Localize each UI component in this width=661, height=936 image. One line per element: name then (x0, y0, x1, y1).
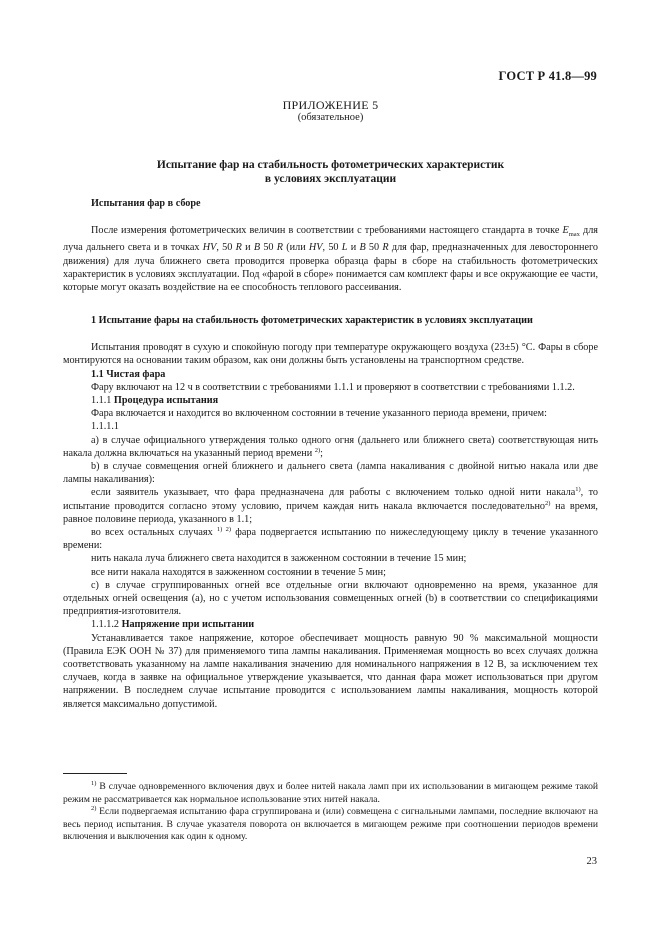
cycle-step-2: все нити накала находятся в зажженном состоянии в течение 5 мин; (91, 566, 386, 578)
subsection-1-1-heading: 1.1 Чистая фара (91, 368, 166, 380)
appendix-title: ПРИЛОЖЕНИЕ 5 (282, 98, 379, 112)
item-c: с) в случае сгруппированных огней все отдельные огни включают одновременно на время, указанное для отдельных огней освещения (а), но с учетом использования совмещенных огней (b) в соответствии со спецификациями предприятия-изготовителя. (63, 579, 598, 618)
item-b-single-filament: если заявитель указывает, что фара предназначена для работы с включением только одной нити накала$^{1)}$, то испытание проводится согласно этому условию, причем каждая нить накала включается последовательно$^{2)}$ на время, равное половине периода, указанного в 1.1; (63, 486, 598, 525)
document-code: ГОСТ Р 41.8—99 (498, 69, 597, 83)
subsection-1-1-1-heading: 1.1.1 Процедура испытания (91, 395, 219, 407)
cycle-step-1: нить накала луча ближнего света находится в зажженном состоянии в течение 15 мин; (91, 553, 467, 565)
main-title-line-1: Испытание фар на стабильность фотометрических характеристик (156, 159, 505, 171)
section-assembly-heading: Испытания фар в сборе (91, 198, 201, 209)
appendix-subtitle: (обязательное) (297, 112, 364, 123)
main-title-line-2: в условиях эксплуатации (264, 173, 397, 185)
subsection-1-1-1-text: Фара включается и находится во включенном состоянии в течение указанного периода времени, причем: (91, 408, 547, 420)
section-1-heading: 1 Испытание фары на стабильность фотометрических характеристик в условиях эксплуатации (91, 315, 533, 326)
section-1-paragraph: Испытания проводят в сухую и спокойную погоду при температуре окружающего воздуха (23±5) °С. Фары в сборе монтируются на основании таким образом, как они должны быть установлены на транспортном средстве. (63, 342, 598, 367)
item-a: а) в случае официального утверждения только одного огня (дальнего или ближнего света) соответствующая нить накала должна включаться на указанный период времени $^{2)}$; (63, 434, 598, 459)
footnote-2: $^{2)}$ Если подвергаемая испытанию фара сгруппирована и (или) совмещена с сигнальными лампами, последние включают на весь период испытания. В случае указателя поворота он включается в мигающем режиме при соотношении периодов времени включения и выключения как один к одному. (63, 805, 598, 842)
subsection-1-1-1-2-text: Устанавливается такое напряжение, которое обеспечивает мощность равную 90 % максимальной мощности (Правила ЕЭК ООН № 37) для применяемого типа лампы накаливания. Применяемая мощность во всех случаях должна соответствовать указанному на лампе накаливания значению для номинального напряжения в 12 В, за исключением тех случаев, когда в заявке на официальное утверждение указывается, что данная фара может использоваться при другом напряжении. В последнем случае испытание проводится с использованием лампы накаливания, мощность которой является максимально допустимой. (63, 632, 598, 710)
page-number: 23 (586, 856, 597, 867)
subsection-1-1-1-2-heading: 1.1.1.2 Напряжение при испытании (91, 619, 255, 631)
section-assembly (63, 197, 598, 294)
subsection-1-1-1-1-number: 1.1.1.1 (91, 421, 120, 433)
main-title (60, 158, 601, 186)
footnote-separator (63, 773, 127, 774)
item-b: b) в случае совмещения огней ближнего и дальнего света (лампа накаливания с двойной нитью накала или две лампы накаливания): (63, 461, 598, 486)
section-assembly-paragraph: После измерения фотометрических величин в соответствии с требованиями настоящего стандарта в точке $E_{max}$ для луча дальнего света и в точках HV, 50 R и B 50 R (или HV, 50 L и B 50 R для фар, предназначенных для левостороннего движения) для луча ближнего света проводится проверка образца фары в сборе на стабильность фотометрических характеристик в условиях эксплуатации. Под «фарой в сборе» понимается сам комплект фары и все окружающие ее части, которые могут оказать воздействие на ее способность теплового рассеивания. (63, 225, 599, 294)
footnote-1: $^{1)}$ В случае одновременного включения двух и более нитей накала ламп при их использовании в мигающем режиме такой режим не рассматривается как нормальное использование этих нитей накала. (63, 780, 598, 805)
subsection-1-1-text: Фару включают на 12 ч в соответствии с требованиями 1.1.1 и проверяют в соответствии с требованиями 1.1.2. (91, 381, 575, 393)
footnotes (63, 781, 598, 844)
item-b-other-cases: во всех остальных случаях $^{1) 2)}$ фара подвергается испытанию по нижеследующему циклу в течение указанного времени: (63, 526, 599, 552)
section-1 (63, 314, 598, 711)
